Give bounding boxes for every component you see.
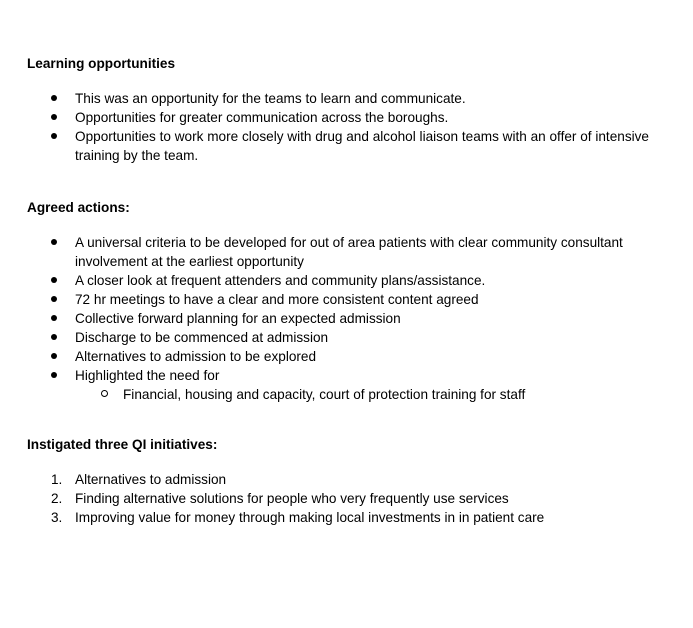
bullet-icon <box>51 233 57 252</box>
bullet-icon <box>51 366 57 385</box>
bullet-icon <box>51 271 57 290</box>
bullet-icon <box>51 108 57 127</box>
list-item: 72 hr meetings to have a clear and more consistent content agreed <box>0 290 693 309</box>
list-item: This was an opportunity for the teams to learn and communicate. <box>0 89 693 108</box>
hollow-bullet-icon <box>101 385 108 404</box>
list-item: 3. Improving value for money through making local investments in in patient care <box>51 510 545 525</box>
sub-list-item: Financial, housing and capacity, court of protection training for staff <box>0 385 693 404</box>
list-item: Highlighted the need for <box>0 366 693 385</box>
list-item: Collective forward planning for an expected admission <box>0 309 693 328</box>
bullet-icon <box>51 290 57 309</box>
list-item: Opportunities to work more closely with drug and alcohol liaison teams with an offer of intensive training by the team. <box>0 127 693 165</box>
list-item: A universal criteria to be developed for out of area patients with clear community consultant involvement at the earliest opportunity <box>0 233 693 271</box>
list-item: 1. Alternatives to admission <box>51 472 227 487</box>
bullet-icon <box>51 309 57 328</box>
list-item: Opportunities for greater communication across the boroughs. <box>0 108 693 127</box>
list-item: Alternatives to admission to be explored <box>0 347 693 366</box>
bullet-icon <box>51 347 57 366</box>
list-item: A closer look at frequent attenders and community plans/assistance. <box>0 271 693 290</box>
qi-list <box>0 470 693 527</box>
list-item: Discharge to be commenced at admission <box>0 328 693 347</box>
learning-heading: Learning opportunities <box>27 56 176 71</box>
bullet-icon <box>51 328 57 347</box>
qi-heading: Instigated three QI initiatives: <box>27 437 218 452</box>
bullet-icon <box>51 89 57 108</box>
actions-heading: Agreed actions: <box>27 200 130 215</box>
learning-list <box>0 89 693 165</box>
list-item: 2. Finding alternative solutions for people who very frequently use services <box>51 491 509 506</box>
bullet-icon <box>51 127 57 146</box>
actions-list <box>0 233 693 404</box>
